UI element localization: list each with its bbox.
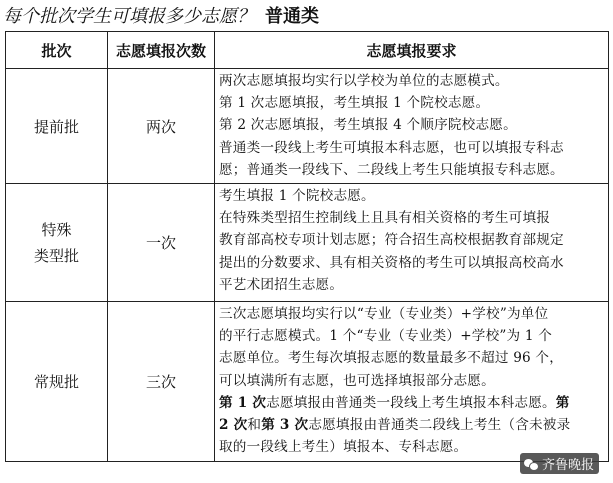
text-segment: 教育部高校专项计划志愿；符合招生高校根据教育部规定: [219, 232, 564, 249]
requirements-cell: [215, 69, 609, 184]
text-segment: 普通类一段线上考生可填报本科志愿，也可以填报专科志: [219, 139, 564, 156]
text-segment: 提出的分数要求、具有相关资格的考生可以填报高校高水: [219, 254, 564, 271]
requirement-line: [219, 70, 604, 92]
table-row: [6, 302, 609, 462]
requirement-line: [219, 303, 604, 325]
count-cell: 两次: [108, 69, 215, 184]
bold-text: 2 次: [219, 417, 248, 434]
text-segment: 志愿填报由普通类二段线上考生（含未被录: [308, 417, 571, 434]
count-cell: 三次: [108, 302, 215, 462]
requirement-line: [219, 92, 604, 114]
volunteer-requirements-table: [5, 31, 609, 462]
text-segment: 第 1 次志愿填报，考生填报 1 个院校志愿。: [219, 95, 490, 112]
requirement-line: [219, 137, 604, 159]
text-segment: 两次志愿填报均实行以学校为单位的志愿模式。: [219, 73, 509, 89]
requirement-line: [219, 159, 604, 181]
table-row: [6, 69, 609, 184]
text-segment: 取的一段线上考生）填报本、专科志愿。: [219, 439, 468, 456]
wechat-icon: [524, 458, 538, 470]
header-requirements: 志愿填报要求: [215, 32, 609, 69]
watermark-text: 齐鲁晚报: [541, 458, 594, 473]
text-segment: 可以填满所有志愿，也可选择填报部分志愿。: [219, 372, 495, 389]
requirement-line: [219, 252, 604, 274]
table-row: [6, 184, 609, 302]
requirement-line: [219, 114, 604, 136]
batch-cell: 常规批: [6, 302, 108, 462]
text-segment: 三次志愿填报均实行以“专业（专业类）+学校”为单位: [219, 306, 549, 323]
requirement-line: [219, 414, 604, 436]
requirement-line: [219, 207, 604, 229]
requirement-line: [219, 274, 604, 296]
batch-label-line: 特殊: [41, 220, 72, 239]
text-segment: 愿；普通类一段线下、二段线上考生只能填报专科志愿。: [219, 161, 564, 178]
requirement-line: [219, 185, 604, 207]
requirement-line: [219, 229, 604, 251]
heading-category: 普通类: [265, 6, 319, 27]
requirements-cell: [215, 302, 609, 462]
requirement-line: [219, 370, 604, 392]
header-batch: 批次: [6, 32, 108, 69]
requirement-line: [219, 347, 604, 369]
table-header-row: [6, 32, 609, 69]
header-count: 志愿填报次数: [108, 32, 215, 69]
text-segment: 志愿填报由普通类一段线上考生填报本科志愿。: [266, 394, 556, 411]
text-segment: 的平行志愿模式。1 个“专业（专业类）+学校”为 1 个: [219, 328, 553, 345]
text-segment: 在特殊类型招生控制线上且具有相关资格的考生可填报: [219, 210, 551, 227]
requirements-cell: [215, 184, 609, 302]
text-segment: 和: [247, 417, 262, 434]
text-segment: 平艺术团招生志愿。: [219, 276, 344, 293]
batch-cell: 提前批: [6, 69, 108, 184]
bold-text: 第: [555, 394, 570, 411]
text-segment: 志愿单位。考生每次填报志愿的数量最多不超过 96 个，: [219, 350, 563, 367]
heading: [3, 4, 319, 30]
batch-label-line: 类型批: [33, 246, 79, 265]
requirement-line: [219, 392, 604, 414]
source-watermark: [520, 453, 599, 474]
heading-question: 每个批次学生可填报多少志愿？: [3, 6, 255, 27]
count-cell: 一次: [108, 184, 215, 302]
text-segment: 第 2 次志愿填报，考生填报 4 个顺序院校志愿。: [219, 117, 517, 134]
bold-text: 第 1 次: [219, 394, 267, 411]
batch-cell: [6, 184, 108, 302]
text-segment: 考生填报 1 个院校志愿。: [219, 188, 375, 205]
bold-text: 第 3 次: [261, 417, 309, 434]
requirement-line: [219, 325, 604, 347]
